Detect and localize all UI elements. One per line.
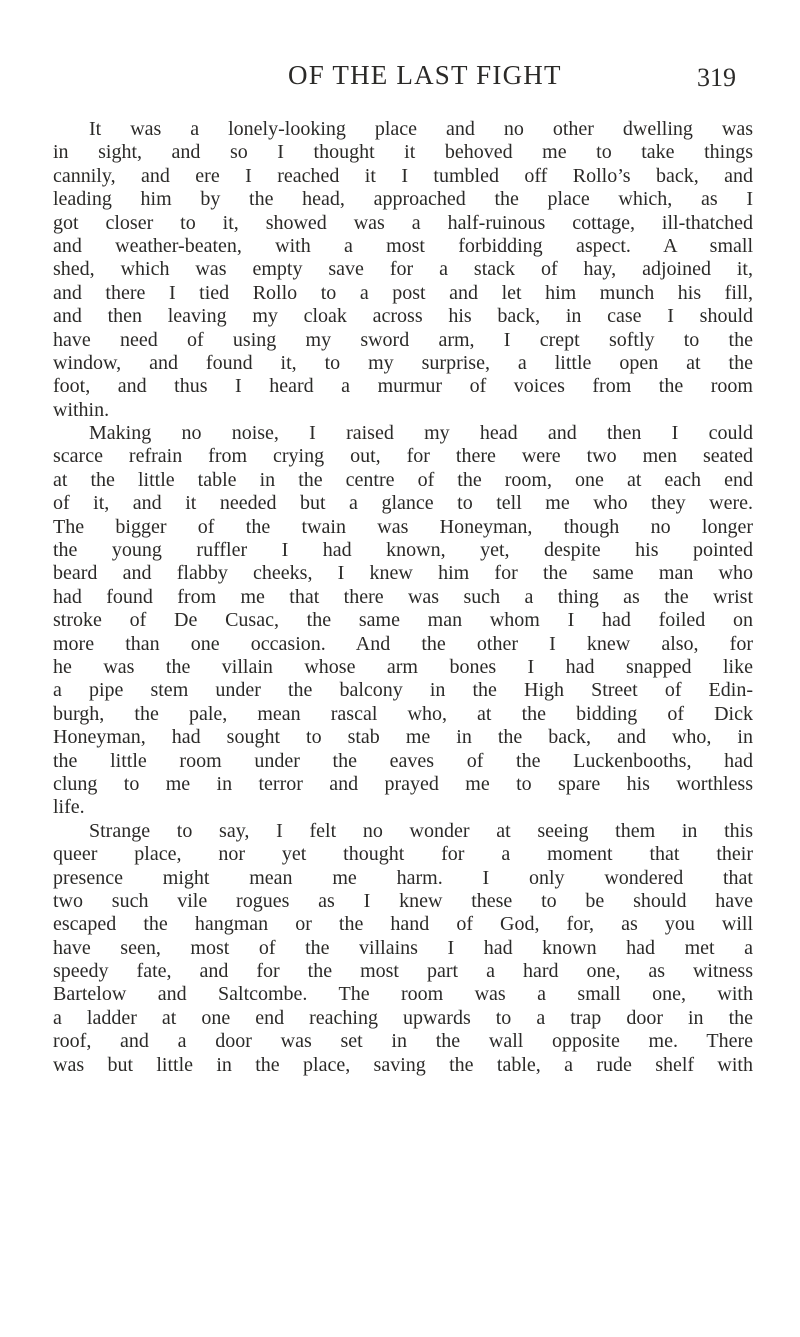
text-line: escaped the hangman or the hand of God, for, as you will xyxy=(53,913,753,936)
text-line: have seen, most of the villains I had known had met a xyxy=(53,936,753,959)
text-line: in sight, and so I thought it behoved me to take things xyxy=(53,141,753,164)
text-line: speedy fate, and for the most part a hard one, as witness xyxy=(53,960,753,983)
text-line: more than one occasion. And the other I knew also, for xyxy=(53,632,753,655)
text-line: a ladder at one end reaching upwards to a trap door in the xyxy=(53,1006,753,1029)
text-line: window, and found it, to my surprise, a little open at the xyxy=(53,351,753,374)
text-line: was but little in the place, saving the table, a rude shelf with xyxy=(53,1053,753,1076)
text-line: he was the villain whose arm bones I had snapped like xyxy=(53,655,753,678)
text-line: leading him by the head, approached the place which, as I xyxy=(53,188,753,211)
text-line: and there I tied Rollo to a post and let him munch his fill, xyxy=(53,281,753,304)
text-line: stroke of De Cusac, the same man whom I had foiled on xyxy=(53,609,753,632)
text-line: got closer to it, showed was a half-ruinous cottage, ill-thatched xyxy=(53,211,753,234)
text-line: The bigger of the twain was Honeyman, though no longer xyxy=(53,515,753,538)
text-line: of it, and it needed but a glance to tell me who they were. xyxy=(53,492,753,515)
text-line: the young ruffler I had known, yet, despite his pointed xyxy=(53,539,753,562)
text-line: at the little table in the centre of the room, one at each end xyxy=(53,468,753,491)
text-line: Bartelow and Saltcombe. The room was a small one, with xyxy=(53,983,753,1006)
text-line: the little room under the eaves of the Luckenbooths, had xyxy=(53,749,753,772)
text-line: cannily, and ere I reached it I tumbled off Rollo’s back, and xyxy=(53,164,753,187)
text-line: beard and flabby cheeks, I knew him for the same man who xyxy=(53,562,753,585)
text-line: queer place, nor yet thought for a moment that their xyxy=(53,843,753,866)
text-line: and then leaving my cloak across his back, in case I should xyxy=(53,305,753,328)
text-line: foot, and thus I heard a murmur of voices from the room xyxy=(53,375,753,398)
text-line: clung to me in terror and prayed me to spare his worthless xyxy=(53,772,753,795)
text-line: two such vile rogues as I knew these to be should have xyxy=(53,889,753,912)
text-line: life. xyxy=(53,796,85,819)
text-line: Strange to say, I felt no wonder at seeing them in this xyxy=(89,819,753,842)
text-line: and weather-beaten, with a most forbidding aspect. A small xyxy=(53,234,753,257)
text-line: shed, which was empty save for a stack of hay, adjoined it, xyxy=(53,258,753,281)
text-line: Honeyman, had sought to stab me in the back, and who, in xyxy=(53,726,753,749)
text-line: burgh, the pale, mean rascal who, at the bidding of Dick xyxy=(53,702,753,725)
page-number: 319 xyxy=(697,63,736,92)
running-head: OF THE LAST FIGHT xyxy=(288,60,562,90)
text-line: scarce refrain from crying out, for there were two men seated xyxy=(53,445,753,468)
text-line: It was a lonely-looking place and no other dwelling was xyxy=(89,118,753,140)
text-line: Making no noise, I raised my head and then I could xyxy=(89,422,753,445)
text-line: presence might mean me harm. I only wondered that xyxy=(53,866,753,889)
page-header xyxy=(0,60,800,100)
text-line: a pipe stem under the balcony in the High Street of Edin- xyxy=(53,679,753,702)
text-line: within. xyxy=(53,398,110,421)
text-line: had found from me that there was such a thing as the wrist xyxy=(53,585,753,608)
text-line: roof, and a door was set in the wall opposite me. There xyxy=(53,1030,753,1053)
body-text xyxy=(53,118,753,1077)
text-line: have need of using my sword arm, I crept softly to the xyxy=(53,328,753,351)
